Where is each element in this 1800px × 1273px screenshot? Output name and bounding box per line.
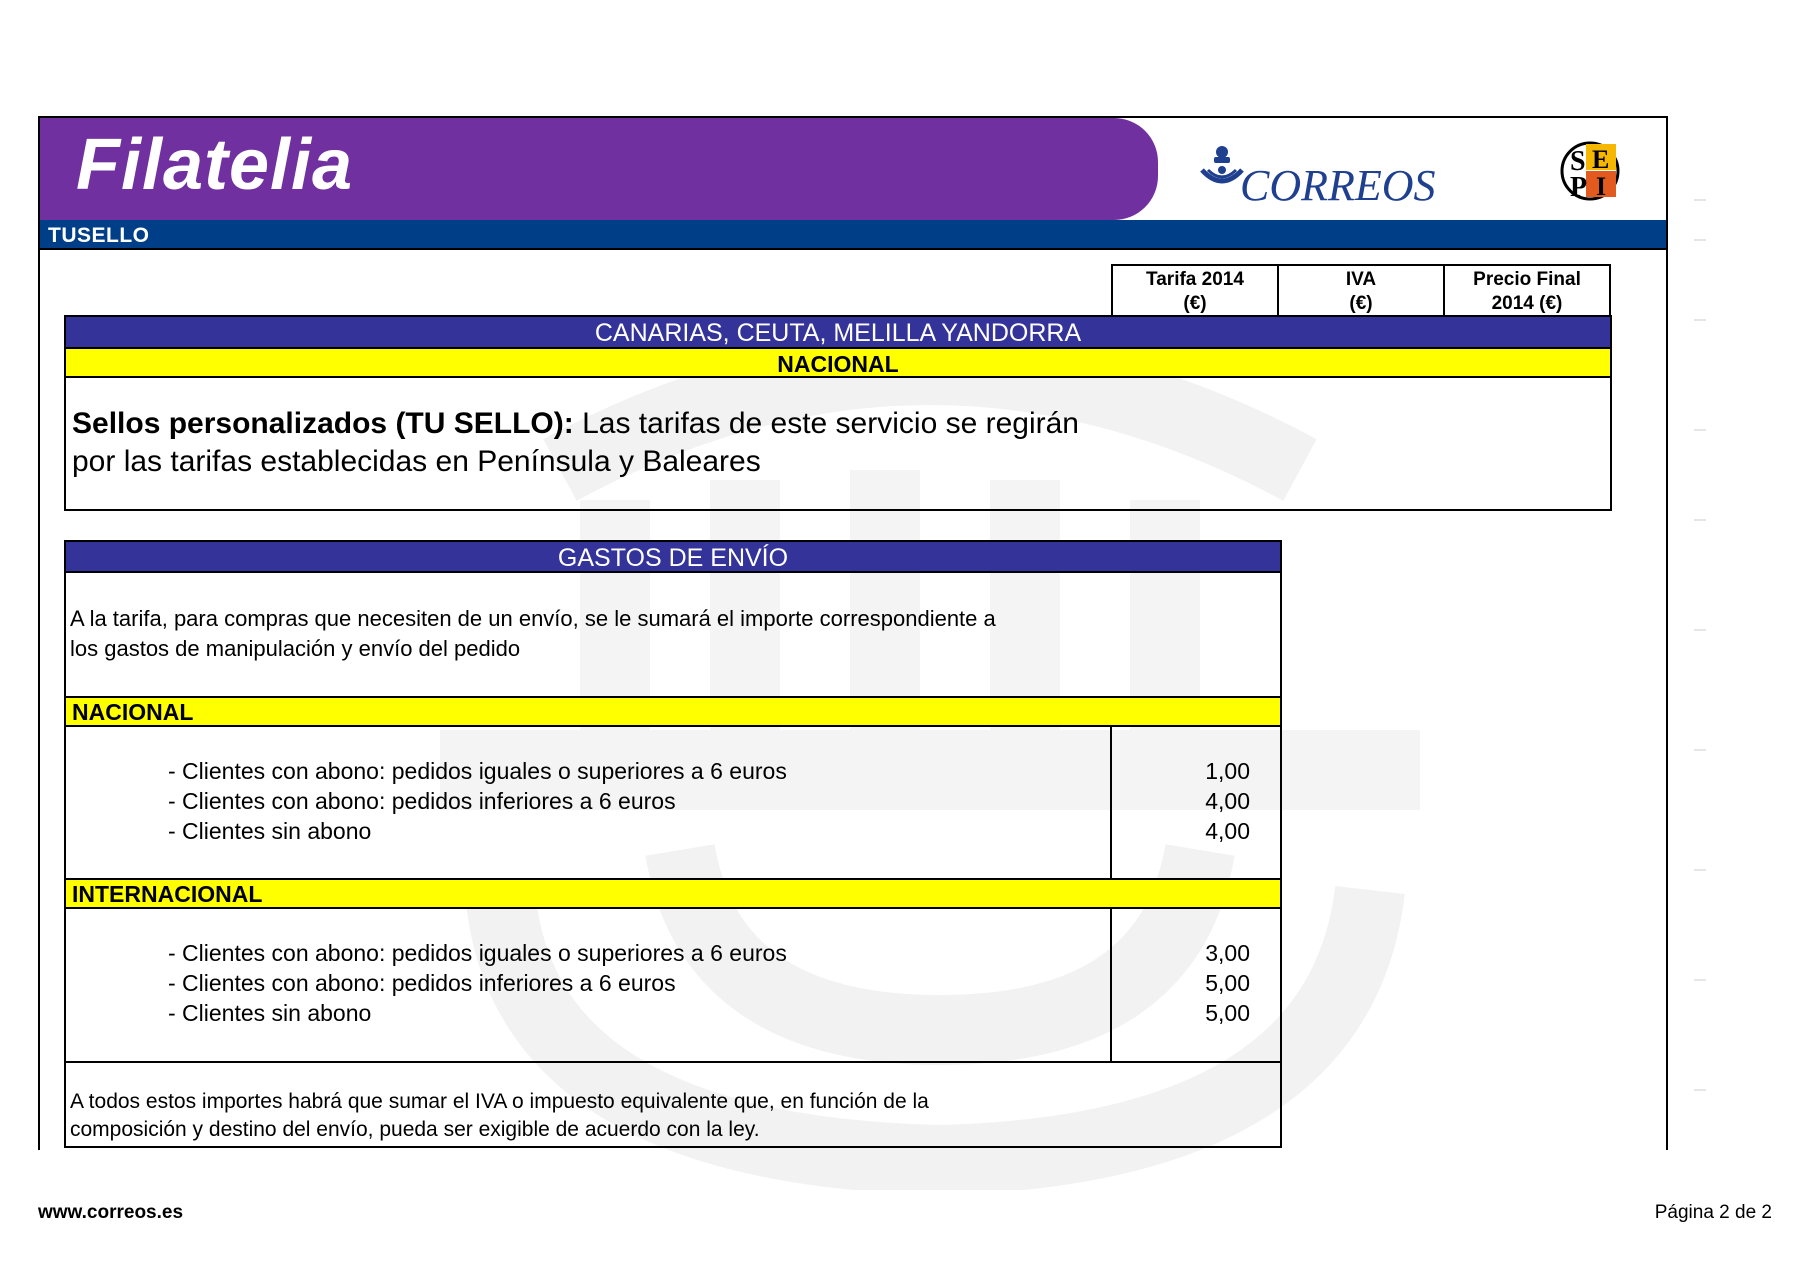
price-value: 5,00 bbox=[1205, 1000, 1250, 1026]
section-divider bbox=[64, 1061, 1282, 1063]
svg-text:P: P bbox=[1570, 172, 1588, 202]
list-item: - Clientes con abono: pedidos inferiores a 6 euros bbox=[168, 970, 676, 996]
nacional-header: NACIONAL bbox=[64, 696, 1282, 727]
section2-intro-line: los gastos de manipulación y envío del pedido bbox=[70, 636, 521, 661]
section1-title: CANARIAS, CEUTA, MELILLA YANDORRA bbox=[64, 315, 1612, 348]
column-header-line: IVA bbox=[1345, 269, 1377, 290]
list-item: - Clientes con abono: pedidos iguales o superiores a 6 euros bbox=[168, 758, 787, 784]
section1-subtitle: NACIONAL bbox=[64, 347, 1612, 378]
column-header-line: 2014 (€) bbox=[1491, 293, 1563, 314]
section1-text bbox=[72, 405, 1122, 481]
column-header-line: Precio Final bbox=[1473, 269, 1581, 290]
column-header-line: Tarifa 2014 bbox=[1146, 269, 1244, 290]
sepi-logo-icon bbox=[1556, 140, 1628, 202]
svg-text:I: I bbox=[1596, 172, 1607, 201]
price-value: 5,00 bbox=[1205, 970, 1250, 996]
column-divider bbox=[1110, 727, 1112, 879]
footer-website[interactable]: www.correos.es bbox=[38, 1202, 184, 1223]
column-header-tarifa bbox=[1111, 264, 1279, 316]
section1-text-regular: Las tarifas de este servicio se regirán bbox=[573, 407, 1079, 440]
list-item: - Clientes con abono: pedidos inferiores a 6 euros bbox=[168, 788, 676, 814]
section-bar-label: TUSELLO bbox=[48, 224, 150, 247]
price-value: 3,00 bbox=[1205, 940, 1250, 966]
section1-text-line2: por las tarifas establecidas en Península y Baleares bbox=[72, 445, 761, 478]
svg-text:S: S bbox=[1570, 146, 1586, 177]
edge-marks bbox=[1688, 190, 1710, 1190]
section-bar bbox=[40, 220, 1666, 250]
column-header-line: (€) bbox=[1183, 293, 1207, 314]
section2-intro-line: A la tarifa, para compras que necesiten de un envío, se le sumará el importe correspondiente a bbox=[70, 606, 996, 631]
list-item: - Clientes sin abono bbox=[168, 818, 372, 844]
column-header-line: (€) bbox=[1349, 293, 1373, 314]
price-value: 1,00 bbox=[1205, 758, 1250, 784]
section2-title: GASTOS DE ENVÍO bbox=[64, 540, 1282, 573]
section2-intro bbox=[70, 604, 1120, 664]
footnote-line: A todos estos importes habrá que sumar el IVA o impuesto equivalente que, en función de la bbox=[70, 1090, 929, 1113]
footnote-line: composición y destino del envío, pueda ser exigible de acuerdo con la ley. bbox=[70, 1118, 760, 1141]
price-value: 4,00 bbox=[1205, 818, 1250, 844]
column-divider bbox=[1110, 909, 1112, 1062]
price-value: 4,00 bbox=[1205, 788, 1250, 814]
page-title: Filatelia bbox=[76, 125, 354, 205]
list-item: - Clientes con abono: pedidos iguales o superiores a 6 euros bbox=[168, 940, 787, 966]
footnote bbox=[70, 1088, 1120, 1144]
column-header-precio-final bbox=[1443, 264, 1611, 316]
section1-text-bold: Sellos personalizados (TU SELLO): bbox=[72, 407, 574, 440]
correos-logo-icon bbox=[1196, 140, 1458, 206]
svg-text:E: E bbox=[1592, 145, 1610, 174]
internacional-header: INTERNACIONAL bbox=[64, 878, 1282, 909]
list-item: - Clientes sin abono bbox=[168, 1000, 372, 1026]
footer-page-number: Página 2 de 2 bbox=[1654, 1202, 1772, 1223]
column-header-iva bbox=[1277, 264, 1445, 316]
correos-logo-text: CORREOS bbox=[1240, 161, 1436, 206]
